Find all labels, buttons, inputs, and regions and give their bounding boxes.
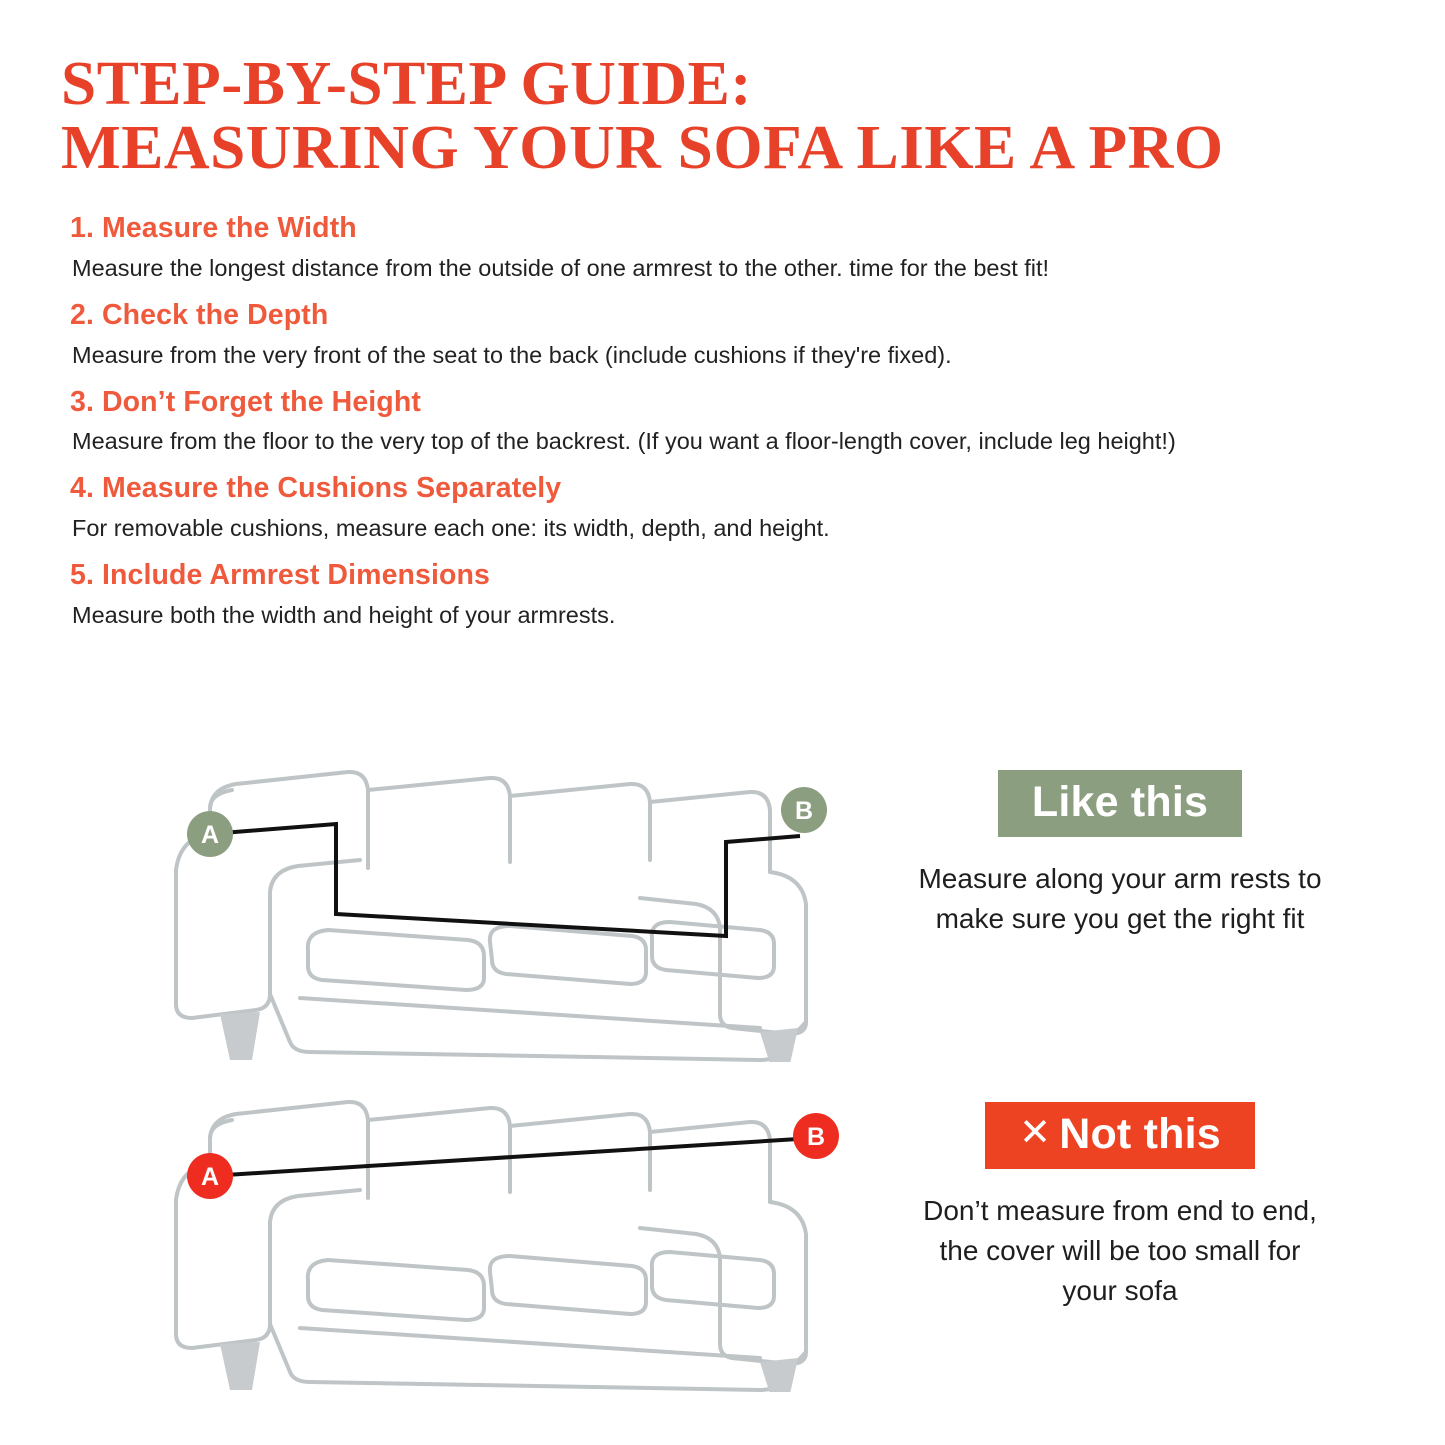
steps-list [62,207,1383,632]
marker-b-incorrect [793,1113,839,1159]
sofa-leg [220,1012,260,1060]
marker-b-correct [781,787,827,833]
svg-text:A: A [200,821,220,849]
svg-text:B: B [794,797,814,825]
title-line-2: MEASURING YOUR SOFA LIKE A PRO [61,114,1224,183]
page-title [62,0,1383,181]
sofa-illustration-incorrect [60,1072,860,1392]
step-3-heading: 3. Don’t Forget the Height [70,385,421,418]
step-item [62,294,1383,372]
title-line-1: STEP-BY-STEP GUIDE: [61,50,752,118]
bad-example-panel [910,1102,1330,1311]
not-this-badge [985,1102,1255,1169]
good-example-panel [910,770,1330,939]
step-2-body: Measure from the very front of the seat to the back (include cushions if they're fixed). [72,341,952,368]
step-item [62,381,1383,459]
sofa-diagram-correct [60,742,860,1062]
step-5-body: Measure both the width and height of your armrests. [72,601,616,628]
step-5-heading: 5. Include Armrest Dimensions [70,559,490,592]
sofa-leg [760,1028,798,1062]
step-item [62,467,1383,545]
marker-a-incorrect [187,1153,233,1199]
bad-example-caption: Don’t measure from end to end, the cover will be too small for your sofa [923,1195,1317,1306]
not-this-label: Not this [1059,1110,1221,1158]
illustration-panels [0,742,1445,1442]
svg-text:A: A [200,1163,220,1191]
step-3-body: Measure from the floor to the very top of the backrest. (If you want a floor-length cover, include leg height!) [72,428,1176,455]
sofa-diagram-incorrect [60,1072,860,1392]
sofa-leg [760,1358,798,1392]
step-4-heading: 4. Measure the Cushions Separately [70,472,562,505]
step-2-heading: 2. Check the Depth [70,298,329,331]
close-icon: ✕ [1019,1112,1052,1154]
good-example-caption: Measure along your arm rests to make sure you get the right fit [918,863,1322,935]
svg-text:B: B [806,1123,826,1151]
step-item [62,207,1383,285]
step-item [62,554,1383,632]
sofa-leg [220,1342,260,1390]
step-1-heading: 1. Measure the Width [70,211,357,244]
like-this-badge: Like this [998,770,1242,837]
measure-path-correct [210,824,800,936]
marker-a-correct [187,811,233,857]
step-4-body: For removable cushions, measure each one: its width, depth, and height. [72,515,830,542]
step-1-body: Measure the longest distance from the outside of one armrest to the other. time for the best fit! [72,254,1050,281]
sofa-illustration-correct [60,742,860,1062]
